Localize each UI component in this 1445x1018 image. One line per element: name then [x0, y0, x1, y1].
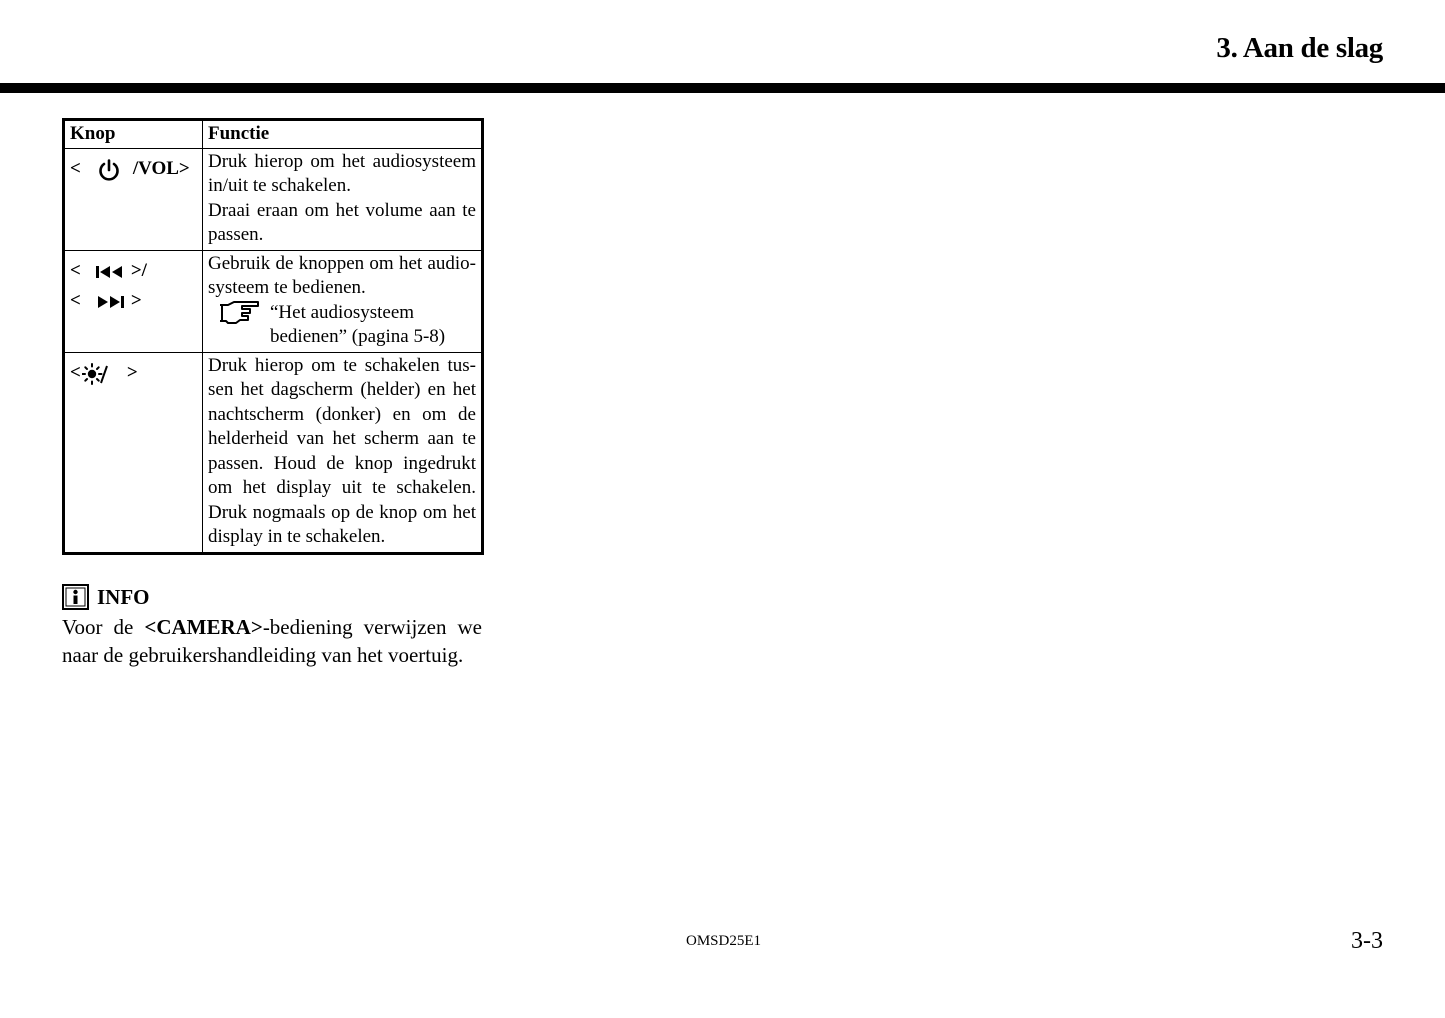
functie-cell	[203, 250, 483, 352]
functie-text: Gebruik de knoppen om het audio-systeem te bedienen.	[208, 252, 476, 298]
knop-text: /VOL>	[132, 158, 190, 180]
header-functie: Functie	[203, 120, 483, 149]
knop-text: <	[70, 290, 81, 312]
info-text	[62, 613, 482, 669]
table-header-row	[64, 120, 483, 149]
button-function-table	[62, 118, 484, 555]
info-icon	[62, 584, 89, 610]
knop-text: >	[130, 290, 142, 312]
reference-text: “Het audiosysteem bedienen” (pagina 5-8)	[270, 301, 446, 347]
next-track-icon	[95, 294, 125, 310]
camera-button-label: <CAMERA>	[144, 615, 263, 639]
functie-text: Druk hierop om te schakelen tus-sen het dagscherm (helder) en het nachtscherm (donker) en om de helderheid van het scherm aan te passen. Houd de knop ingedrukt om het display uit te schakelen. Druk nogmaals op de knop om het display in te schakelen.	[208, 354, 476, 547]
pointing-hand-icon	[218, 301, 262, 325]
knop-text: <	[70, 260, 81, 282]
table-row	[64, 250, 483, 352]
functie-text: Druk hierop om het audiosysteem in/uit te schakelen.	[208, 150, 476, 196]
header-rule	[0, 83, 1445, 93]
page-number: 3-3	[1351, 928, 1383, 954]
knop-cell	[64, 352, 203, 553]
power-icon	[97, 158, 121, 182]
knop-cell	[64, 148, 203, 250]
header-knop: Knop	[64, 120, 203, 149]
info-text-part: -bediening verwijzen we naar de gebruikershandleiding van het voertuig.	[62, 615, 482, 667]
functie-cell	[203, 352, 483, 553]
functie-cell	[203, 148, 483, 250]
previous-track-icon	[95, 264, 125, 280]
knop-next	[70, 287, 197, 317]
knop-cell	[64, 250, 203, 352]
knop-text: <	[70, 362, 81, 384]
page-reference	[208, 301, 476, 350]
knop-text: >/	[130, 260, 147, 282]
knop-day-night	[70, 359, 197, 389]
functie-text: Draai eraan om het volume aan te passen.	[208, 199, 476, 245]
document-code: OMSD25E1	[686, 933, 762, 949]
chapter-title: 3. Aan de slag	[1216, 32, 1383, 64]
knop-text: <	[70, 158, 81, 180]
info-text-part: Voor de	[62, 615, 145, 639]
info-title: INFO	[97, 584, 150, 609]
sun-moon-icon	[82, 363, 126, 385]
table-row	[64, 148, 483, 250]
knop-power-vol	[70, 155, 197, 185]
knop-text: >	[126, 362, 138, 384]
table-row	[64, 352, 483, 553]
knop-previous	[70, 257, 197, 287]
info-heading	[62, 584, 150, 610]
